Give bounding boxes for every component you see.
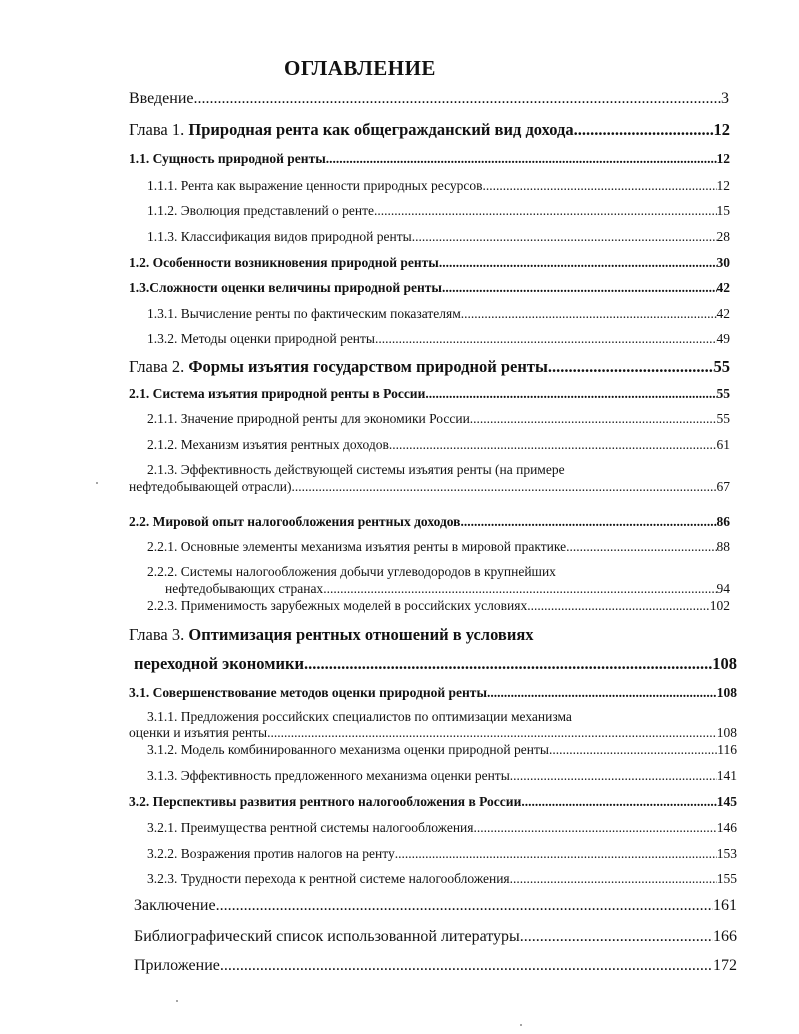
leader-dots xyxy=(374,203,716,219)
toc-entry-chapter-3[interactable] xyxy=(134,654,737,674)
leader-dots xyxy=(395,846,717,862)
leader-dots xyxy=(473,820,716,836)
chapter-title: Оптимизация рентных отношений в условиях xyxy=(188,625,534,644)
toc-page-number: 116 xyxy=(717,742,737,757)
toc-entry-introduction[interactable] xyxy=(129,90,729,108)
toc-entry-section-1-3[interactable] xyxy=(129,280,730,296)
leader-dots xyxy=(487,685,717,701)
leader-dots xyxy=(460,514,716,530)
toc-page-number: 172 xyxy=(713,957,737,974)
toc-page-number: 12 xyxy=(713,120,730,139)
leader-dots xyxy=(412,229,717,245)
toc-label: 1.3.Сложности оценки величины природной ренты xyxy=(129,280,442,295)
toc-page-number: 102 xyxy=(709,598,730,613)
toc-label: 3.1. Совершенствование методов оценки природной ренты xyxy=(129,685,487,700)
toc-entry-chapter-3-line1 xyxy=(129,625,534,645)
toc-page-number: 153 xyxy=(716,846,737,861)
leader-dots xyxy=(527,598,710,614)
toc-entry-section-2-1-2[interactable] xyxy=(147,437,730,453)
toc-label: 1.1.3. Классификация видов природной ренты xyxy=(147,229,412,244)
toc-page-number: 12 xyxy=(716,178,730,193)
toc-label: нефтедобывающей отрасли) xyxy=(129,479,292,494)
toc-label: оценки и изъятия ренты xyxy=(129,725,268,740)
scan-speck xyxy=(176,1000,178,1002)
toc-entry-section-1-1-2[interactable] xyxy=(147,203,730,219)
toc-page-number: 141 xyxy=(716,768,737,783)
toc-entry-section-2-2-1[interactable] xyxy=(147,539,730,555)
toc-label: 2.1.1. Значение природной ренты для экономики России xyxy=(147,411,470,426)
leader-dots xyxy=(323,581,716,597)
toc-label: 1.1.1. Рента как выражение ценности природных ресурсов xyxy=(147,178,483,193)
toc-label: 1.1. Сущность природной ренты xyxy=(129,151,326,166)
leader-dots xyxy=(483,178,717,194)
toc-label xyxy=(129,357,548,377)
toc-label: 3.1.3. Эффективность предложенного механизма оценки ренты xyxy=(147,768,510,783)
scan-speck xyxy=(520,1024,522,1026)
chapter-prefix: Глава 3. xyxy=(129,625,189,644)
toc-page-number: 28 xyxy=(716,229,730,244)
toc-page-number: 145 xyxy=(716,794,737,809)
toc-page-number: 166 xyxy=(713,928,737,945)
toc-label: 3.2.3. Трудности перехода к рентной системе налогообложения xyxy=(147,871,510,886)
toc-entry-section-2-2-2[interactable] xyxy=(165,581,730,597)
toc-entry-chapter-1[interactable] xyxy=(129,120,730,140)
toc-entry-section-2-2-2-line1: 2.2.2. Системы налогообложения добычи углеводородов в крупнейших xyxy=(147,564,556,579)
leader-dots xyxy=(520,928,713,946)
toc-entry-section-1-1-1[interactable] xyxy=(147,178,730,194)
leader-dots xyxy=(326,151,717,167)
toc-page-number: 55 xyxy=(713,357,730,376)
chapter-prefix: Глава 2. xyxy=(129,357,189,376)
leader-dots xyxy=(549,742,717,758)
toc-label: Заключение xyxy=(134,897,216,914)
toc-label: Библиографический список использованной литературы xyxy=(134,928,520,945)
leader-dots xyxy=(566,539,716,555)
toc-label: 1.3.1. Вычисление ренты по фактическим показателям xyxy=(147,306,461,321)
toc-entry-section-2-1[interactable] xyxy=(129,386,730,402)
toc-page-number: 88 xyxy=(716,539,730,554)
toc-entry-section-2-2-3[interactable] xyxy=(147,598,730,614)
toc-page-number: 155 xyxy=(716,871,737,886)
leader-dots xyxy=(216,897,713,915)
toc-entry-section-2-2[interactable] xyxy=(129,514,730,530)
toc-entry-conclusion[interactable] xyxy=(134,897,737,915)
chapter-title: Формы изъятия государством природной ренты xyxy=(188,357,548,376)
toc-entry-section-3-1-2[interactable] xyxy=(147,742,737,758)
toc-page-number: 49 xyxy=(716,331,730,346)
toc-entry-section-3-2-2[interactable] xyxy=(147,846,737,862)
toc-entry-section-3-2-1[interactable] xyxy=(147,820,737,836)
leader-dots xyxy=(574,120,714,140)
toc-page-number: 55 xyxy=(716,411,730,426)
toc-page-number: 108 xyxy=(712,654,737,673)
toc-entry-appendix[interactable] xyxy=(134,957,737,975)
leader-dots xyxy=(267,725,717,741)
toc-page-number: 42 xyxy=(716,306,730,321)
toc-label: 3.1.2. Модель комбинированного механизма оценки природной ренты xyxy=(147,742,549,757)
leader-dots xyxy=(304,654,712,674)
toc-page-number: 94 xyxy=(716,581,730,596)
leader-dots xyxy=(470,411,717,427)
toc-entry-chapter-2[interactable] xyxy=(129,357,730,377)
toc-label: 2.1.2. Механизм изъятия рентных доходов xyxy=(147,437,389,452)
toc-label: 2.2.3. Применимость зарубежных моделей в российских условиях xyxy=(147,598,528,613)
leader-dots xyxy=(425,386,716,402)
toc-label: 1.1.2. Эволюция представлений о ренте xyxy=(147,203,375,218)
toc-label: 1.2. Особенности возникновения природной ренты xyxy=(129,255,439,270)
toc-label xyxy=(129,120,574,140)
toc-entry-section-3-2-3[interactable] xyxy=(147,871,737,887)
toc-page-number: 146 xyxy=(716,820,737,835)
toc-label xyxy=(134,654,304,674)
toc-label: 2.1. Система изъятия природной ренты в России xyxy=(129,386,426,401)
toc-entry-section-3-1-1[interactable] xyxy=(129,725,737,741)
toc-page-number: 42 xyxy=(716,280,730,295)
leader-dots xyxy=(389,437,717,453)
toc-page-number: 108 xyxy=(716,685,737,700)
scan-speck xyxy=(96,482,98,484)
toc-label: 2.2.1. Основные элементы механизма изъятия ренты в мировой практике xyxy=(147,539,567,554)
toc-entry-bibliography[interactable] xyxy=(134,928,737,946)
toc-page-number: 67 xyxy=(716,479,730,494)
toc-entry-section-3-1[interactable] xyxy=(129,685,737,701)
toc-label: нефтедобывающих странах xyxy=(165,581,324,596)
toc-entry-section-2-1-3[interactable] xyxy=(129,479,730,495)
toc-entry-section-1-3-1[interactable] xyxy=(147,306,730,322)
page-title: ОГЛАВЛЕНИЕ xyxy=(284,56,436,80)
toc-page-number: 161 xyxy=(713,897,737,914)
leader-dots xyxy=(375,331,716,347)
toc-page-number: 61 xyxy=(716,437,730,452)
leader-dots xyxy=(510,871,717,887)
toc-label: 2.2. Мировой опыт налогообложения рентных доходов xyxy=(129,514,461,529)
chapter-title-line2: переходной экономики xyxy=(134,654,305,673)
leader-dots xyxy=(194,90,722,108)
toc-page-number: 3 xyxy=(721,90,729,107)
toc-entry-section-3-1-1-line1: 3.1.1. Предложения российских специалистов по оптимизации механизма xyxy=(147,709,572,724)
toc-label: 3.2.2. Возражения против налогов на ренту xyxy=(147,846,395,861)
toc-label: 1.3.2. Методы оценки природной ренты xyxy=(147,331,376,346)
leader-dots xyxy=(439,255,717,271)
leader-dots xyxy=(442,280,717,296)
leader-dots xyxy=(548,357,714,377)
toc-entry-section-2-1-3-line1: 2.1.3. Эффективность действующей системы изъятия ренты (на примере xyxy=(147,462,565,477)
toc-page-number: 30 xyxy=(716,255,730,270)
toc-entry-section-3-1-3[interactable] xyxy=(147,768,737,784)
toc-entry-section-1-1-3[interactable] xyxy=(147,229,730,245)
toc-entry-section-1-2[interactable] xyxy=(129,255,730,271)
toc-entry-section-2-1-1[interactable] xyxy=(147,411,730,427)
toc-label: 3.2.1. Преимущества рентной системы налогообложения xyxy=(147,820,474,835)
toc-entry-section-1-1[interactable] xyxy=(129,151,730,167)
leader-dots xyxy=(220,957,713,975)
leader-dots xyxy=(292,479,717,495)
toc-label: Приложение xyxy=(134,957,220,974)
toc-page-number: 86 xyxy=(716,514,730,529)
toc-entry-section-1-3-2[interactable] xyxy=(147,331,730,347)
toc-page-number: 15 xyxy=(716,203,730,218)
toc-page-number: 12 xyxy=(716,151,730,166)
leader-dots xyxy=(521,794,716,810)
leader-dots xyxy=(510,768,717,784)
toc-page-number: 108 xyxy=(716,725,737,740)
toc-page-number: 55 xyxy=(716,386,730,401)
chapter-title: Природная рента как общегражданский вид дохода xyxy=(188,120,574,139)
leader-dots xyxy=(461,306,717,322)
chapter-prefix: Глава 1. xyxy=(129,120,189,139)
toc-entry-section-3-2[interactable] xyxy=(129,794,737,810)
toc-label: 3.2. Перспективы развития рентного налогообложения в России xyxy=(129,794,522,809)
toc-label: Введение xyxy=(129,90,194,107)
